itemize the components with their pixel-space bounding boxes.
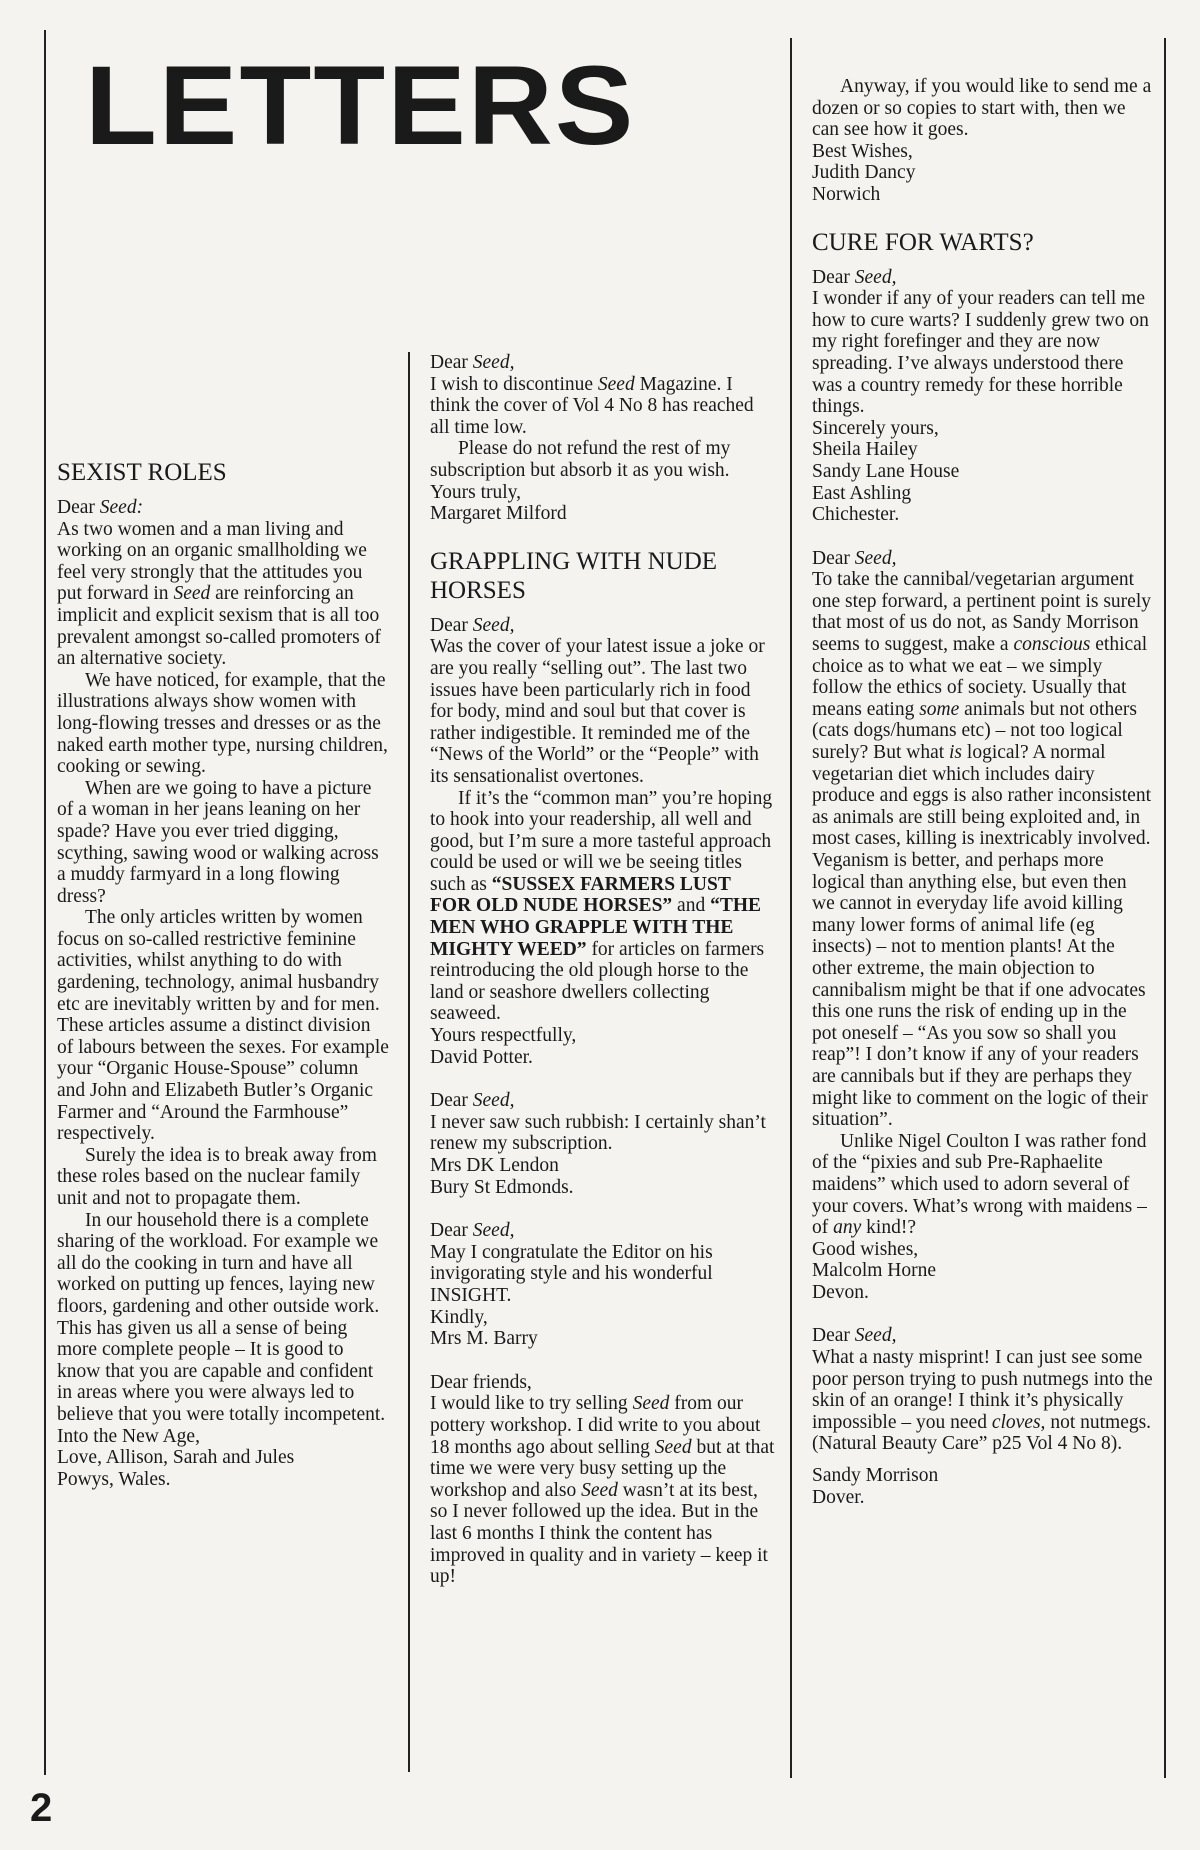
letter-grappling — [430, 615, 775, 1068]
signature: Love, Allison, Sarah and Jules — [57, 1447, 295, 1469]
signoff: Yours respectfully, — [430, 1025, 577, 1047]
salutation: Dear Seed, — [430, 1220, 515, 1242]
location: Powys, Wales. — [57, 1468, 171, 1490]
location: Devon. — [812, 1281, 869, 1303]
signoff: Kindly, — [430, 1306, 488, 1328]
address-line: Chichester. — [812, 504, 900, 526]
paragraph: May I congratulate the Editor on his invigorating style and his wonderful INSIGHT. — [430, 1241, 713, 1306]
letter-pottery-continued — [812, 76, 1154, 206]
salutation: Dear Seed: — [57, 497, 144, 518]
location: Norwich — [812, 183, 881, 205]
paragraph: If it’s the “common man” you’re hoping to hook into your readership, all well and good, but I’m sure a more tasteful approach could be used or will we be seeing titles such as “SUSSEX FARMERS LUST FOR OLD NUDE HORSES” and “THE MEN WHO GRAPPLE WITH THE MIGHTY WEED” for articles on farmers reintroducing the old plough horse to the land or seashore dwellers collecting seaweed. — [430, 787, 773, 1025]
letter-sexist-roles — [57, 497, 390, 1490]
letter-pottery — [430, 1372, 775, 1588]
signature: Margaret Milford — [430, 503, 567, 525]
letter-discontinue — [430, 352, 775, 525]
column-2 — [430, 352, 775, 1610]
salutation: Dear Seed, — [430, 352, 515, 373]
letter-cannibal-vegetarian — [812, 548, 1154, 1304]
column-1 — [57, 458, 390, 1512]
column-3 — [812, 76, 1154, 1530]
paragraph: I wish to discontinue Seed Magazine. I think the cover of Vol 4 No 8 has reached all time low. — [430, 373, 754, 438]
paragraph: Please do not refund the rest of my subscription but absorb it as you wish. — [430, 438, 731, 481]
column-rule-right — [790, 38, 792, 1778]
column-rule-left — [44, 30, 46, 1775]
paragraph: I would like to try selling Seed from our pottery workshop. I did write to you about 18 months ago about selling Seed but at that time we were very busy setting up the workshop and also Seed wasn’t at its best, so I never followed up the idea. But in the last 6 months I think the content has improved in quality and in variety – keep it up! — [430, 1393, 775, 1588]
location: Dover. — [812, 1486, 865, 1508]
heading-grappling: GRAPPLING WITH NUDE HORSES — [430, 547, 718, 604]
heading-sexist-roles: SEXIST ROLES — [57, 459, 227, 486]
salutation: Dear Seed, — [430, 1090, 515, 1112]
paragraph: When are we going to have a picture of a woman in her jeans leaning on her spade? Have you ever tried digging, scything, sawing wood or walking across a muddy farmyard in a long flowing dress? — [57, 777, 379, 907]
paragraph: As two women and a man living and working on an organic smallholding we feel very strongly that the attitudes you put forward in Seed are reinforcing an implicit and explicit sexism that is all too prevalent amongst so-called promoters of an alternative society. — [57, 518, 381, 670]
signature: Malcolm Horne — [812, 1260, 937, 1282]
paragraph: The only articles written by women focus on so-called restrictive feminine activities, whilst anything to do with gardening, technology, animal husbandry etc are inevitably written by and for men. These articles assume a distinct division of labours between the sexes. For example your “Organic House-Spouse” column and John and Elizabeth Butler’s Organic Farmer and “Around the Farmhouse” respectively. — [57, 907, 389, 1145]
salutation: Dear friends, — [430, 1371, 532, 1393]
salutation: Dear Seed, — [430, 614, 515, 636]
signature: Mrs DK Lendon — [430, 1155, 559, 1176]
address-line: Sandy Lane House — [812, 460, 960, 482]
paragraph: Was the cover of your latest issue a joke or are you really “selling out”. The last two issues have been particularly rich in food for body, mind and soul but that cover is rather indigestible. It reminded me of the “News of the World” or the “People” with its sensationalist overtones. — [430, 636, 765, 787]
paragraph: In our household there is a complete sharing of the workload. For example we all do the cooking in turn and have all worked on putting up fences, laying new floors, gardening and other outside work. This has given us all a sense of being more complete people – It is good to know that you are capable and confident in areas where you were always led to believe that you were totally incompetent. — [57, 1209, 386, 1425]
paragraph: Unlike Nigel Coulton I was rather fond of the “pixies and sub Pre-Raphaelite maidens” which used to adorn several of your covers. What’s wrong with maidens – of any kind!? — [812, 1130, 1147, 1239]
signature: David Potter. — [430, 1046, 533, 1068]
address-line: East Ashling — [812, 482, 912, 504]
letter-warts — [812, 267, 1154, 526]
salutation: Dear Seed, — [812, 547, 897, 569]
location: Bury St Edmonds. — [430, 1176, 574, 1198]
signature: Sheila Hailey — [812, 439, 918, 461]
page-title: LETTERS — [85, 43, 636, 168]
signature: Sandy Morrison — [812, 1465, 939, 1487]
signature: Judith Dancy — [812, 162, 916, 184]
paragraph: I wonder if any of your readers can tell me how to cure warts? I suddenly grew two on my right forefinger and they are now spreading. I’ve always understood there was a country remedy for these horrible things. — [812, 288, 1149, 418]
paragraph: Anyway, if you would like to send me a dozen or so copies to start with, then we can see how it goes. — [812, 76, 1152, 141]
signoff: Into the New Age, — [57, 1425, 200, 1447]
signoff: Good wishes, — [812, 1238, 919, 1260]
paragraph: I never saw such rubbish: I certainly shan’t renew my subscription. — [430, 1111, 766, 1155]
column-rule-middle — [408, 352, 410, 1772]
paragraph: To take the cannibal/vegetarian argument one step forward, a pertinent point is surely that most of us do not, as Sandy Morrison seems to suggest, make a conscious ethical choice as to what we eat – we simply follow the ethics of society. Usually that means eating some animals but not others (cats dogs/humans etc) – not too logical surely? But what is logical? A normal vegetarian diet which includes dairy produce and eggs is also rather inconsistent as animals are still being exploited and, in most cases, killing is inextricably involved. Veganism is better, and perhaps more logical than anything else, but even then we cannot in everyday life avoid killing many lower forms of animal life (eg insects) – not to mention plants! At the other extreme, the main objection to cannibalism might be that if one advocates this one runs the risk of ending up in the pot oneself – “As you sow so shall you reap”! I don’t know if any of your readers are cannibals but if they are perhaps they might like to comment on the logic of their situation”. — [812, 569, 1151, 1131]
letter-misprint — [812, 1325, 1154, 1508]
salutation: Dear Seed, — [812, 266, 897, 288]
signoff: Sincerely yours, — [812, 417, 939, 439]
letter-congratulate — [430, 1220, 775, 1350]
signoff: Best Wishes, — [812, 140, 913, 162]
signoff: Yours truly, — [430, 481, 522, 503]
signature: Mrs M. Barry — [430, 1328, 538, 1350]
salutation: Dear Seed, — [812, 1325, 897, 1347]
heading-cure-for-warts: CURE FOR WARTS? — [812, 228, 1034, 256]
paragraph: What a nasty misprint! I can just see some poor person trying to push nutmegs into the skin of an orange! I think it’s physically impossible – you need cloves, not nutmegs. (Natural Beauty Care” p25 Vol 4 No 8). — [812, 1347, 1153, 1455]
column-rule-far-right — [1164, 38, 1166, 1778]
paragraph: Surely the idea is to break away from these roles based on the nuclear family unit and not to propagate them. — [57, 1144, 377, 1209]
page-number: 2 — [30, 1786, 53, 1830]
letter-rubbish — [430, 1090, 775, 1198]
paragraph: We have noticed, for example, that the illustrations always show women with long-flowing tresses and dresses or as the naked earth mother type, nursing children, cooking or sewing. — [57, 669, 388, 778]
